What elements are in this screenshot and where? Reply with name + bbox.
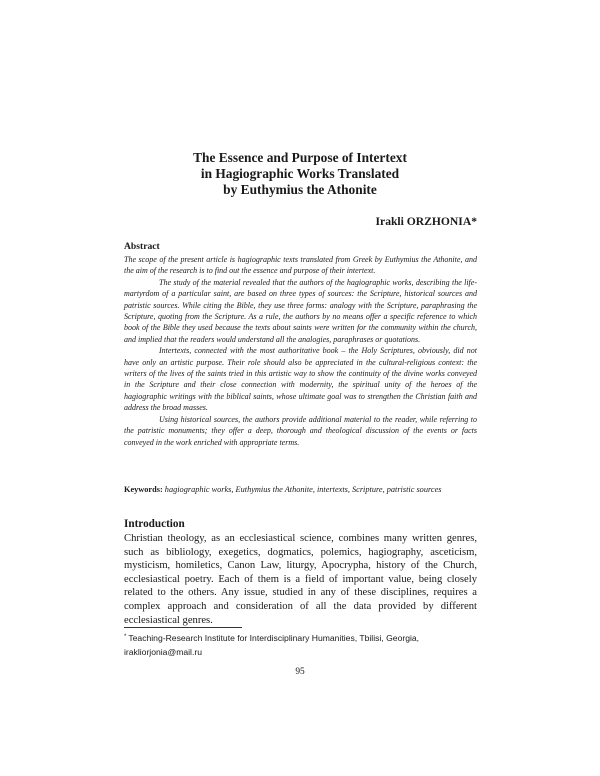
introduction-paragraph: Christian theology, as an ecclesiastical science, combines many written genres, such as bibliology, exegetics, dogmatics, polemics, hagiography, asceticism, mysticism, homiletics, Canon Law, liturgy, Apocrypha, history of the Church, ecclesiastical poetry. Each of them is a field of important value, being closely related to the others. Any issue, studied in any of these disciplines, requires a complex approach and consideration of all the data provided by different ecclesiastical genres. [124,533,477,626]
footnote-email: irakliorjonia@mail.ru [124,646,202,657]
page-number: 95 [295,667,305,677]
footnote-marker: * [124,634,127,640]
abstract-paragraph: Using historical sources, the authors provide additional material to the reader, while referring to the patristic monuments; they offer a deep, thorough and theological discussion of the events or facts conveyed in the work enriched with appropriate terms. [124,414,477,447]
abstract-paragraph: The study of the material revealed that the authors of the hagiographic works, describing the life-martyrdom of a particular saint, are based on three types of sources: the Scripture, historical sources and patristic sources. While citing the Bible, they use three forms: analogy with the Scripture, paraphrasing the Scripture, quoting from the Scripture. As a rule, the authors by no means offer a specific reference to which book of the Bible they used because the texts about saints were written for the community within the church, and implied that the readers would understand all the analogies, paraphrases or quotations. [124,277,477,344]
keywords-label: Keywords: [124,485,163,494]
keywords-text: hagiographic works, Euthymius the Athonite, intertexts, Scripture, patristic sources [164,485,442,494]
footnote-affiliation: Teaching-Research Institute for Interdisciplinary Humanities, Tbilisi, Georgia, [128,633,420,643]
article-title [120,150,480,198]
abstract-paragraph: The scope of the present article is hagiographic texts translated from Greek by Euthymius the Athonite, and the aim of the research is to find out the essence and purpose of their intertext. [124,255,477,276]
abstract-heading: Abstract [124,241,160,252]
footnote [124,632,477,659]
abstract-body [124,254,477,448]
footnote-divider [124,627,242,628]
title-line-3: by Euthymius the Athonite [223,182,377,197]
introduction-heading: Introduction [124,518,185,530]
title-line-1: The Essence and Purpose of Intertext [193,150,407,165]
author-name: Irakli ORZHONIA* [375,215,477,228]
title-line-2: in Hagiographic Works Translated [200,166,400,181]
abstract-paragraph: Intertexts, connected with the most authoritative book – the Holy Scriptures, obviously, did not have only an artistic purpose. Their role should also be appreciated in the cultural-religious context: the writers of the lives of the saints tried in this artistic way to show the continuity of the divine works conveyed in the Scripture and their close connection with modernity, the spiritual unity of the heroes of the hagiographic writings with the biblical saints, whose ultimate goal was to strengthen the Christian faith and address the broad masses. [124,346,477,413]
footnote-line-1 [124,632,477,646]
keywords [124,484,477,496]
